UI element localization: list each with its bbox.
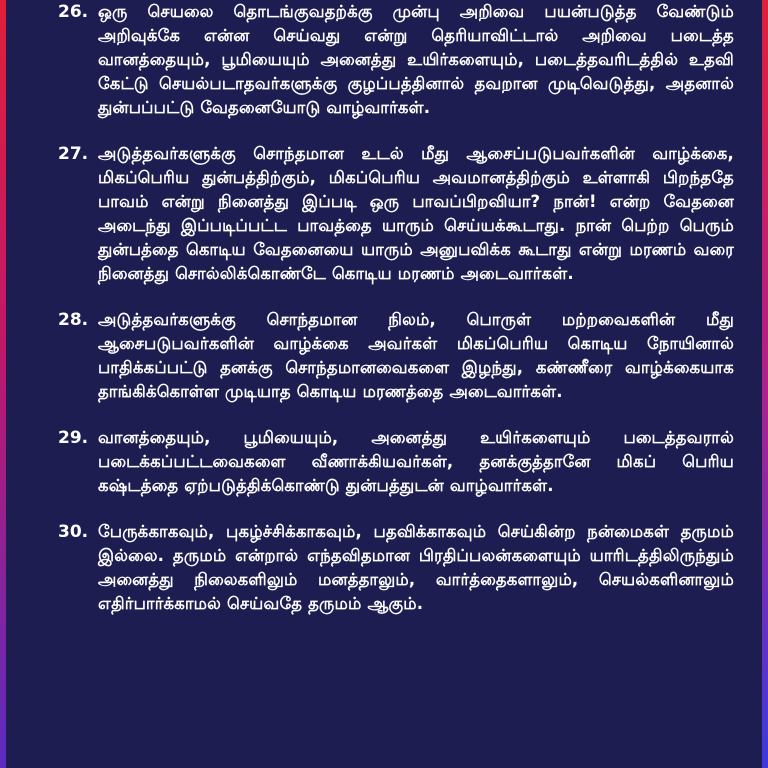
item-number: 29.	[58, 428, 89, 448]
item-number: 30.	[58, 522, 89, 542]
item-text: வானத்தையும், பூமியையும், அனைத்து உயிர்களையும் படைத்தவரால் படைக்கப்பட்டவைகளை வீணாக்கியவர்கள், தனக்குத்தானே மிகப் பெரிய கஷ்டத்தை ஏற்படுத்திக்கொண்டு துன்பத்துடன் வாழ்வார்கள்.	[98, 428, 734, 495]
list-item	[58, 142, 734, 286]
list-item	[58, 308, 734, 404]
numbered-list	[58, 0, 734, 638]
list-item	[58, 0, 734, 120]
item-text: பேருக்காகவும், புகழ்ச்சிக்காகவும், பதவிக்காகவும் செய்கின்ற நன்மைகள் தருமம் இல்லை. தருமம் என்றால் எந்தவிதமான பிரதிப்பலன்களையும் யாரிடத்திலிருந்தும் அனைத்து நிலைகளிலும் மனத்தாலும், வார்த்தைகளாலும், செயல்களினாலும் எதிர்பார்க்காமல் செய்வதே தருமம் ஆகும்.	[98, 522, 734, 613]
item-text: ஒரு செயலை தொடங்குவதற்க்கு முன்பு அறிவை பயன்படுத்த வேண்டும் அறிவுக்கே என்ன செய்வது என்று தெரியாவிட்டால் அறிவை படைத்த வானத்தையும், பூமியையும் அனைத்து உயிர்களையும், படைத்தவரிடத்தில் உதவி கேட்டு செயல்படாதவர்களுக்கு குழப்பத்தினால் தவறான முடிவெடுத்து, அதனால் துன்பப்பட்டு வேதனையோடு வாழ்வார்கள்.	[98, 2, 734, 117]
left-gradient-border	[0, 0, 6, 768]
item-number: 27.	[58, 144, 89, 164]
list-item	[58, 520, 734, 616]
right-gradient-border	[762, 0, 768, 768]
item-number: 26.	[58, 2, 89, 22]
item-text: அடுத்தவர்களுக்கு சொந்தமான நிலம், பொருள் மற்றவைகளின் மீது ஆசைபடுபவர்களின் வாழ்க்கை அவர்கள் மிகப்பெரிய கொடிய நோயினால் பாதிக்கப்பட்டு தனக்கு சொந்தமானவைகளை இழந்து, கண்ணீரை வாழ்க்கையாக தாங்கிக்கொள்ள முடியாத கொடிய மரணத்தை அடைவார்கள்.	[98, 310, 734, 401]
item-number: 28.	[58, 310, 89, 330]
list-item	[58, 426, 734, 498]
item-text: அடுத்தவர்களுக்கு சொந்தமான உடல் மீது ஆசைப்படுபவர்களின் வாழ்க்கை, மிகப்பெரிய துன்பத்திற்கும், மிகப்பெரிய அவமானத்திற்கும் உள்ளாகி பிறந்ததே பாவம் என்று நினைத்து இப்படி ஒரு பாவப்பிறவியா? நான்! என்ற வேதனை அடைந்து இப்படிப்பட்ட பாவத்தை யாரும் செய்யக்கூடாது. நான் பெற்ற பெரும் துன்பத்தை கொடிய வேதனையை யாரும் அனுபவிக்க கூடாது என்று மரணம் வரை நினைத்து சொல்லிக்கொண்டே கொடிய மரணம் அடைவார்கள்.	[98, 144, 734, 283]
